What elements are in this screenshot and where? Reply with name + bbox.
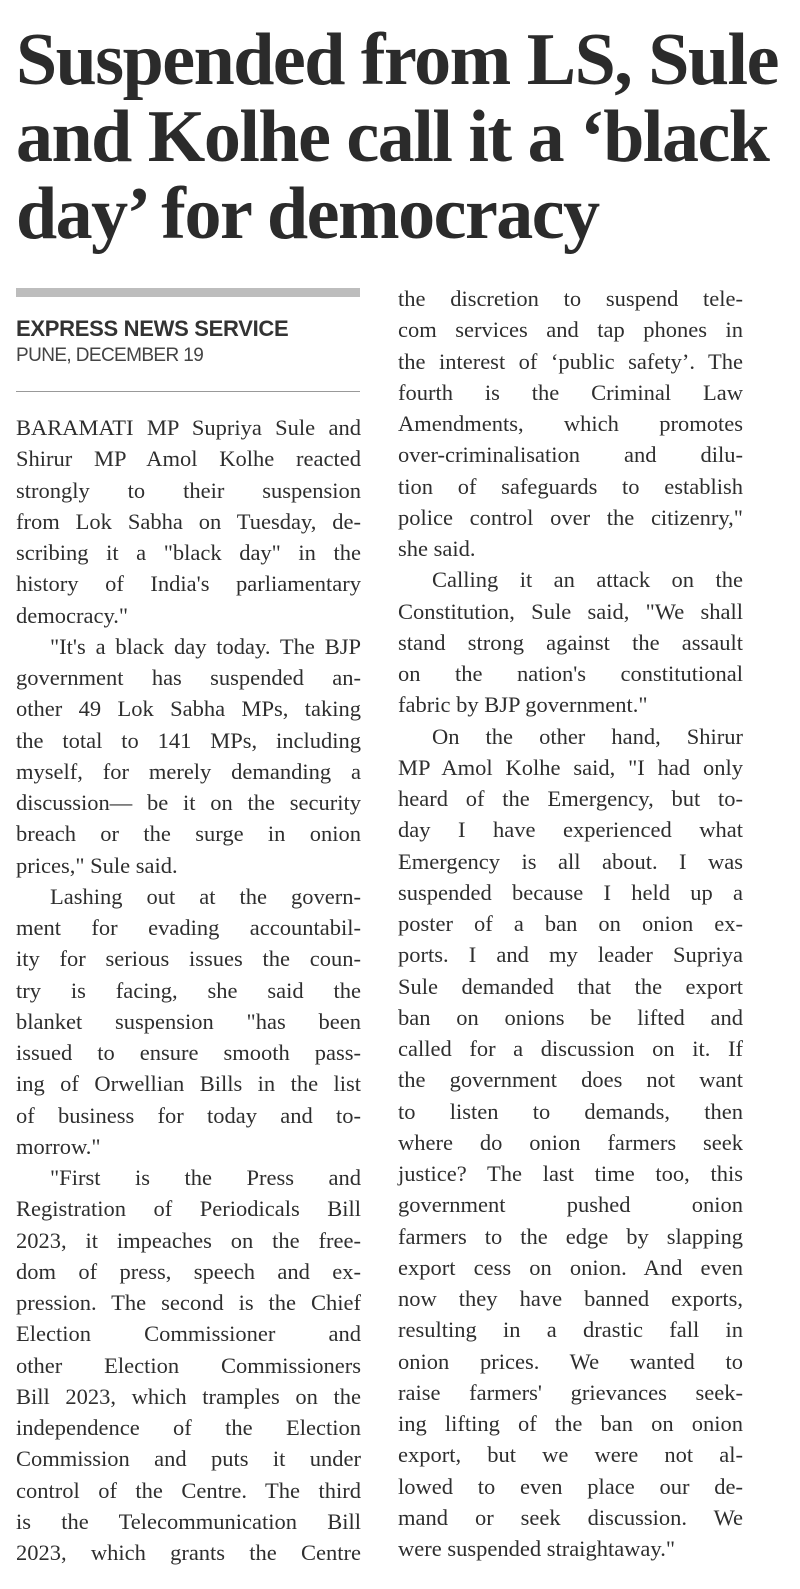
article-text-line: ban on onions be lifted and (398, 1004, 743, 1030)
article-text-line: Lashing out at the govern- (50, 883, 361, 909)
article-text-line: fourth is the Criminal Law (398, 379, 743, 405)
article-text-line: ment for evading accountabil- (16, 915, 361, 940)
article-text-line: "It's a black day today. The BJP (50, 633, 361, 659)
article-text-line: justice? The last time too, this (398, 1161, 743, 1186)
article-text-line: com services and tap phones in (398, 317, 743, 343)
article-text-line: Shirur MP Amol Kolhe reacted (16, 446, 361, 472)
article-text-line: Registration of Periodicals Bill (16, 1196, 361, 1222)
article-text-line: fabric by BJP government." (398, 692, 648, 718)
article-text-line: the interest of ‘public safety’. The (398, 348, 743, 374)
article-text-line: the total to 141 MPs, including (16, 727, 361, 753)
article-text-line: day I have experienced what (398, 817, 743, 843)
article-text-line: government has suspended an- (16, 665, 361, 690)
article-text-line: on the nation's constitutional (398, 661, 743, 686)
article-text-line: On the other hand, Shirur (432, 723, 743, 749)
article-text-line: Commission and puts it under (16, 1446, 361, 1472)
article-text-line: ing lifting of the ban on onion (398, 1411, 743, 1436)
article-text-line: is the Telecommunication Bill (16, 1508, 361, 1534)
article-text-line: other Election Commissioners (16, 1352, 361, 1378)
article-text-line: democracy." (16, 602, 129, 628)
article-text-line: breach or the surge in onion (16, 821, 361, 847)
article-text-line: heard of the Emergency, but to- (398, 786, 743, 811)
article-text-line: export cess on onion. And even (398, 1254, 743, 1280)
article-text-line: resulting in a drastic fall in (398, 1317, 743, 1343)
article-text-line: Election Commissioner and (16, 1321, 361, 1347)
article-text-line: poster of a ban on onion ex- (398, 911, 743, 936)
article-text-line: government pushed onion (398, 1192, 743, 1218)
article-text-line: MP Amol Kolhe said, "I had only (398, 754, 743, 780)
dateline: PUNE, DECEMBER 19 (16, 345, 204, 366)
article-text-line: Amendments, which promotes (398, 411, 743, 436)
article-text-line: Bill 2023, which tramples on the (16, 1383, 361, 1409)
article-text-line: 2023, which grants the Centre (16, 1540, 361, 1565)
article-text-line: 2023, it impeaches on the free- (16, 1227, 361, 1253)
article-text-line: prices," Sule said. (16, 852, 178, 878)
article-text-line: "First is the Press and (50, 1165, 361, 1190)
byline: EXPRESS NEWS SERVICE (16, 316, 289, 341)
article-column-right (398, 283, 743, 1564)
article-text-line: scribing it a "black day" in the (16, 540, 361, 565)
article-text-line: dom of press, speech and ex- (16, 1258, 361, 1284)
article-text-line: police control over the citizenry," (398, 504, 743, 530)
article-text-line: export, but we were not al- (398, 1442, 743, 1468)
article-text-line: Calling it an attack on the (432, 567, 743, 593)
article-text-line: stand strong against the assault (398, 629, 743, 655)
article-text-line: were suspended straightaway." (398, 1536, 676, 1561)
article-text-line: where do onion farmers seek (398, 1129, 743, 1155)
article-text-line: the government does not want (398, 1067, 743, 1093)
headline-line: Suspended from LS, Sule (16, 19, 778, 101)
article-text-line: now they have banned exports, (398, 1286, 743, 1311)
article-text-line: onion prices. We wanted to (398, 1348, 743, 1374)
article-text-line: farmers to the edge by slapping (398, 1223, 743, 1249)
article-text-line: called for a discussion on it. If (398, 1036, 743, 1061)
article-text-line: history of India's parliamentary (16, 571, 361, 597)
headline-line: and Kolhe call it a ‘black (16, 96, 769, 178)
article-text-line: she said. (398, 536, 476, 561)
headline (16, 19, 796, 255)
byline-rule-divider (16, 391, 360, 392)
article-text-line: Constitution, Sule said, "We shall (398, 598, 743, 624)
article-column-left (16, 412, 361, 1568)
article-text-line: ity for serious issues the coun- (16, 946, 361, 972)
article-text-line: issued to ensure smooth pass- (16, 1040, 361, 1065)
article-text-line: mand or seek discussion. We (398, 1504, 743, 1530)
article-text-line: discussion— be it on the security (16, 790, 361, 815)
article-text-line: try is facing, she said the (16, 977, 361, 1003)
headline-line: day’ for democracy (16, 173, 599, 255)
article-text-line: myself, for merely demanding a (16, 758, 361, 784)
article-text-line: the discretion to suspend tele- (398, 286, 743, 311)
article-text-line: other 49 Lok Sabha MPs, taking (16, 696, 361, 722)
article-text-line: over-criminalisation and dilu- (398, 442, 743, 468)
article-text-line: blanket suspension "has been (16, 1008, 361, 1034)
article-text-line: raise farmers' grievances seek- (398, 1379, 743, 1405)
article-text-line: Emergency is all about. I was (398, 848, 743, 874)
article-text-line: morrow." (16, 1133, 101, 1159)
article-text-line: strongly to their suspension (16, 477, 361, 503)
article-text-line: ports. I and my leader Supriya (398, 942, 743, 968)
byline-bar-divider (16, 288, 360, 297)
article-text-line: to listen to demands, then (398, 1098, 743, 1124)
article-text-line: BARAMATI MP Supriya Sule and (16, 415, 361, 440)
article-text-line: of business for today and to- (16, 1102, 361, 1128)
article-text-line: Sule demanded that the export (398, 973, 743, 999)
article-text-line: ing of Orwellian Bills in the list (16, 1071, 361, 1097)
article-text-line: from Lok Sabha on Tuesday, de- (16, 508, 361, 534)
article-text-line: lowed to even place our de- (398, 1473, 743, 1499)
article-text-line: tion of safeguards to establish (398, 473, 743, 499)
article-text-line: control of the Centre. The third (16, 1477, 361, 1503)
article-text-line: pression. The second is the Chief (16, 1290, 361, 1315)
article-text-line: suspended because I held up a (398, 879, 743, 905)
article-text-line: independence of the Election (16, 1415, 361, 1440)
